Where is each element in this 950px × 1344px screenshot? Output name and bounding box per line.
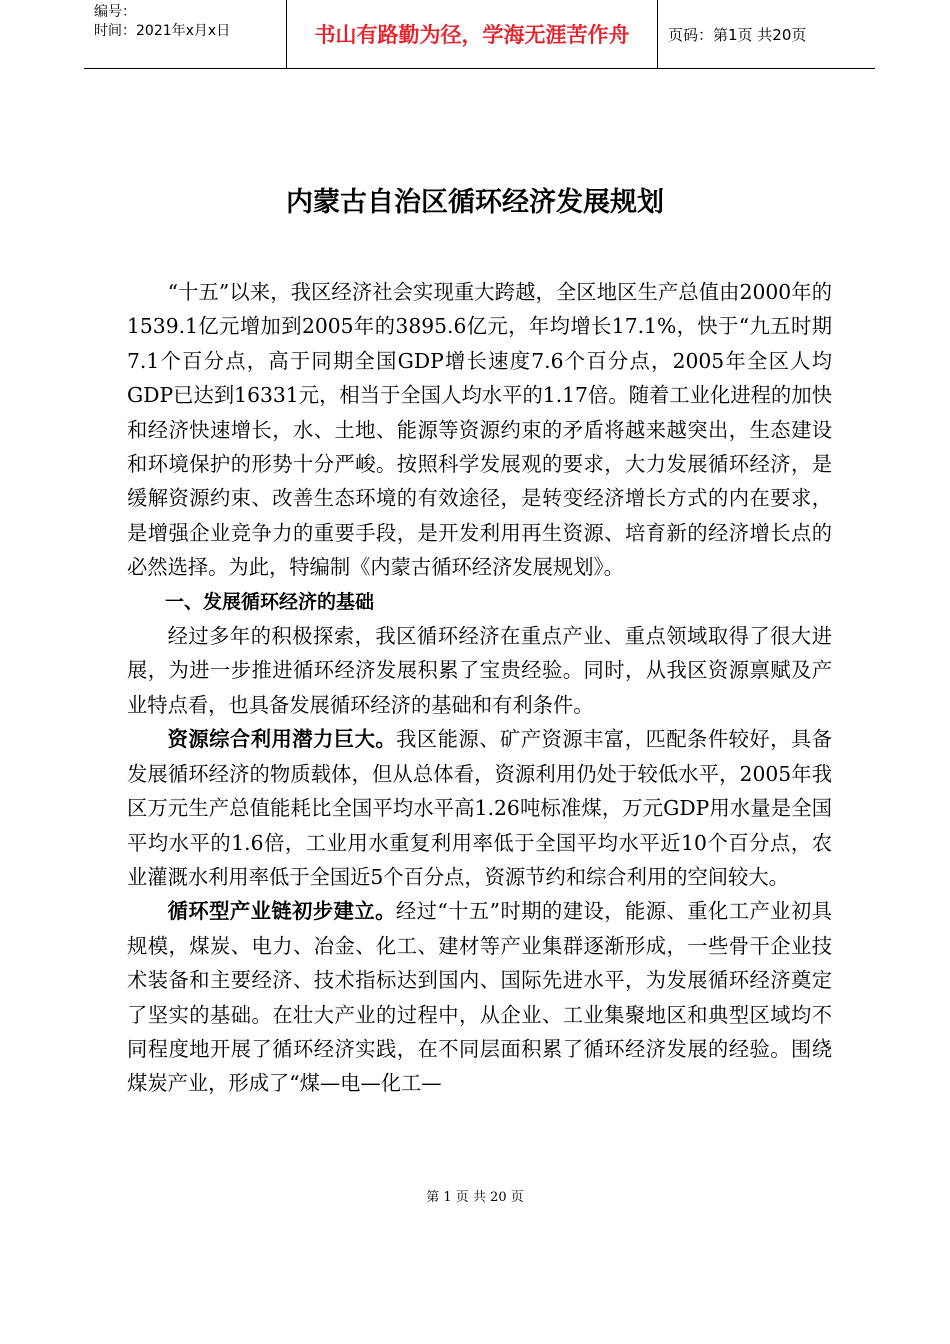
page-footer: 第 1 页 共 20 页 [426,1190,524,1205]
industry-paragraph [127,894,832,1100]
intro-paragraph: “十五”以来，我区经济社会实现重大跨越，全区地区生产总值由2000年的1539.1亿元增加到2005年的3895.6亿元，年均增长17.1%，快于“九五时期7.1个百分点，高于同期全国GDP增长速度7.6个百分点，2005年全区人均GDP已达到16331元，相当于全国人均水平的1.17倍。随着工业化进程的加快和经济快速增长，水、土地、能源等资源约束的矛盾将越来越突出，生态建设和环境保护的形势十分严峻。按照科学发展观的要求，大力发展循环经济，是缓解资源约束、改善生态环境的有效途径，是转变经济增长方式的内在要求，是增强企业竞争力的重要手段，是开发利用再生资源、培育新的经济增长点的必然选择。为此，特编制《内蒙古循环经济发展规划》。 [127,280,832,580]
industry-lead-sentence: 循环型产业链初步建立。 [167,899,396,924]
resource-paragraph [127,722,832,894]
header-meta [94,3,289,41]
header-motto: 书山有路勤为径，学海无涯苦作舟 [286,0,658,68]
section-1-intro-paragraph: 经过多年的积极探索，我区循环经济在重点产业、重点领域取得了很大进展，为进一步推进循环经济发展积累了宝贵经验。同时，从我区资源禀赋及产业特点看，也具备发展循环经济的基础和有利条件。 [127,624,832,717]
document-body [127,275,832,1101]
resource-lead-sentence: 资源综合利用潜力巨大。 [167,727,397,752]
section-heading-1: 一、发展循环经济的基础 [165,590,375,613]
document-number-label: 编号： [94,4,136,20]
resource-body-text: 我区能源、矿产资源丰富，匹配条件较好，具备发展循环经济的物质载体，但从总体看，资源利用仍处于较低水平，2005年我区万元生产总值能耗比全国平均水平高1.26吨标准煤，万元GDP用水量是全国平均水平的1.6倍，工业用水重复利用率低于全国平均水平近10个百分点，农业灌溉水利用率低于全国近5个百分点，资源节约和综合利用的空间较大。 [127,727,832,889]
document-title: 内蒙古自治区循环经济发展规划 [286,187,664,218]
document-date-label: 时间：2021年x月x日 [94,23,231,39]
industry-body-text: 经过“十五”时期的建设，能源、重化工产业初具规模，煤炭、电力、冶金、化工、建材等产业集群逐渐形成，一些骨干企业技术装备和主要经济、技术指标达到国内、国际先进水平，为发展循环经济奠定了坚实的基础。在壮大产业的过程中，从企业、工业集聚地区和典型区域均不同程度地开展了循环经济实践，在不同层面积累了循环经济发展的经验。围绕煤炭产业，形成了“煤—电—化工— [127,899,832,1096]
header-page-number: 页码：第1页 共20页 [668,25,807,44]
page-header [84,0,875,69]
